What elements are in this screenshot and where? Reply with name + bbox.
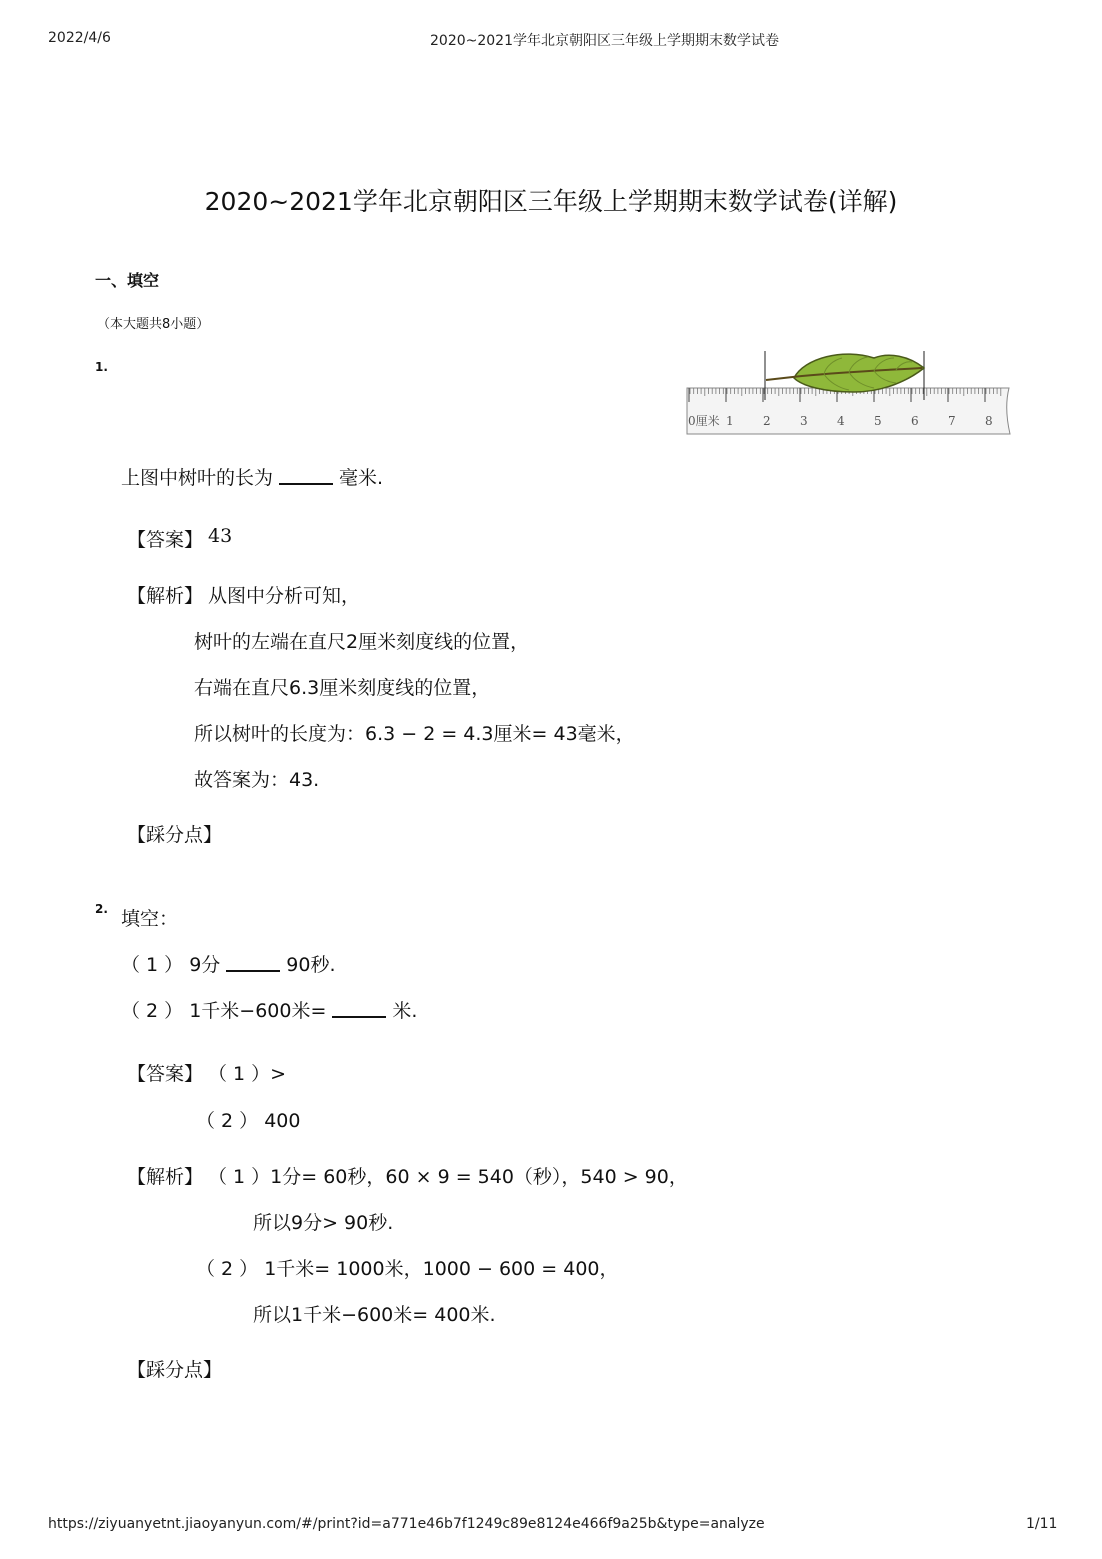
analysis-label: 【解析】 (127, 585, 204, 607)
analysis-line: （ 1 ）1分= 60秒，60 × 9 = 540（秒），540 > 90， (208, 1166, 688, 1188)
answer-blank[interactable] (332, 1000, 386, 1018)
footer-url[interactable]: https://ziyuanyetnt.jiaoyanyun.com/#/print?id=a771e46b7f1249c89e8124e466f9a25b&type=analyze (48, 1516, 765, 1532)
analysis-label: 【解析】 (127, 1166, 204, 1188)
ruler-body (687, 388, 1010, 434)
analysis-line: 从图中分析可知， (208, 585, 361, 607)
question-text-pre: 上图中树叶的长为 (121, 467, 274, 489)
ruler-tick-label: 5 (874, 414, 882, 428)
ruler-tick-label: 8 (985, 414, 993, 428)
answer-label: 【答案】 (127, 529, 204, 551)
fill-item-1-pre: （ 1 ） 9分 (121, 954, 221, 976)
ruler-tick-label: 7 (948, 414, 956, 428)
leaf-ruler-figure (684, 348, 1014, 440)
leaf-shape (766, 354, 924, 392)
scoring-points-label: 【踩分点】 (127, 824, 223, 846)
answer-label: 【答案】 (127, 1063, 204, 1085)
ruler-tick-label: 4 (837, 414, 845, 428)
question-text (121, 463, 383, 490)
ruler-tick-label: 1 (726, 414, 734, 428)
question-text-post: 毫米. (339, 467, 384, 489)
page-number: 1/11 (1026, 1516, 1058, 1532)
fill-item-1 (121, 950, 336, 977)
fill-item-2 (121, 996, 417, 1023)
analysis-line: 所以树叶的长度为：6.3 − 2 = 4.3厘米= 43毫米， (194, 723, 635, 745)
section-title: 一、填空 (95, 271, 160, 290)
analysis-line: 所以9分> 90秒. (253, 1212, 394, 1234)
analysis-line: 树叶的左端在直尺2厘米刻度线的位置， (194, 631, 530, 653)
answer-value: （ 1 ）> (208, 1063, 287, 1085)
scoring-points-label: 【踩分点】 (127, 1359, 223, 1381)
fill-item-1-post: 90秒. (286, 954, 336, 976)
answer-blank[interactable] (226, 954, 280, 972)
question-number: 2. (95, 902, 108, 916)
answer-value: （ 2 ） 400 (196, 1110, 301, 1132)
ruler-unit-label: 0厘米 (688, 414, 720, 428)
ruler-tick-label: 3 (800, 414, 808, 428)
answer-value: 43 (208, 525, 233, 547)
question-number: 1. (95, 360, 108, 374)
section-note: （本大题共8小题） (97, 317, 210, 332)
analysis-line: （ 2 ） 1千米= 1000米，1000 − 600 = 400， (196, 1258, 619, 1280)
fill-item-2-pre: （ 2 ） 1千米−600米= (121, 1000, 327, 1022)
fill-item-2-post: 米. (392, 1000, 418, 1022)
ruler-tick-label: 6 (911, 414, 919, 428)
analysis-line: 故答案为：43. (194, 769, 320, 791)
answer-blank[interactable] (279, 467, 333, 485)
analysis-line: 右端在直尺6.3厘米刻度线的位置， (194, 677, 491, 699)
page-title: 2020~2021学年北京朝阳区三年级上学期期末数学试卷(详解) (204, 187, 898, 216)
question-prompt: 填空： (121, 908, 179, 930)
print-header-title: 2020~2021学年北京朝阳区三年级上学期期末数学试卷 (430, 33, 779, 49)
print-date: 2022/4/6 (48, 30, 111, 46)
analysis-line: 所以1千米−600米= 400米. (253, 1304, 496, 1326)
ruler-tick-label: 2 (763, 414, 771, 428)
